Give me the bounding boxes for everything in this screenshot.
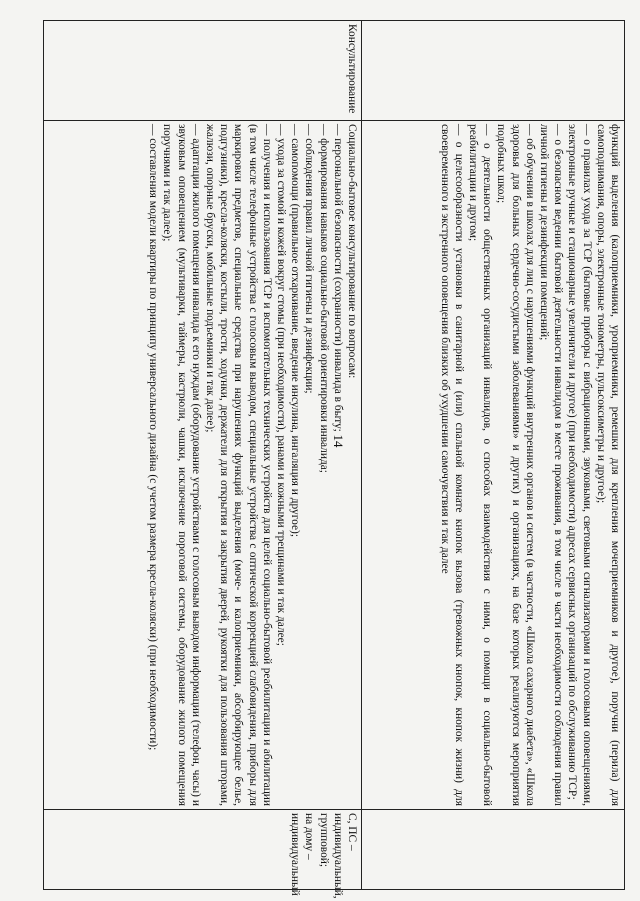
content-paragraph: — о целесообразности установки в санитарной и (или) спальной комнате кнопок вызова (тревожных кнопок, кнопок жизни) для своевременного и экстренного оповещения близких об ухудшении самочувствия и так далее [438,124,465,806]
services-table [43,20,625,899]
content-paragraph: — ухода за стомой и кожей вокруг стомы (при необходимости), ранами и кожными трещинами и так далее; [274,124,287,646]
content-paragraph: функций выделения (калоприемники, уроприемники, ремешки для крепления мочеприемников и другое), поручни (перила) для самоподнимания, опоры, электронные тонометры, пульсоксиметры и другое); [594,124,621,806]
service-content-cell [44,121,362,810]
table-row [44,21,362,890]
form-line: групповой; [317,813,330,868]
form-line: С, ПС – [346,813,358,851]
content-paragraph: — о безопасном ведении бытовой деятельности инвалидом в месте проживания, в том числе в части необходимости соблюдения правил личной гигиены и дезинфекции помещений; [537,124,565,806]
service-name-cell: Консультирование [44,21,362,121]
content-paragraph: — о деятельности общественных организаций инвалидов, о способах взаимодействия с ними, о помощи в социально-бытовой реабилитации и другом; [466,124,494,806]
form-line: индивидуальный, [331,813,344,899]
service-form-cell [44,810,362,899]
content-paragraph: — формирования навыков социально-бытовой ориентировки инвалида; [317,124,330,473]
service-content-cell [362,121,625,810]
content-paragraph: Социально-бытовое консультирование по вопросам: [346,124,358,379]
content-paragraph: — самопомощи (правильное отхаркивание, введение инсулина, ингаляция и другое); [289,124,302,537]
content-paragraph: — получения и использования ТСР и вспомогательных технических устройств для целей социально-бытовой реабилитации и абилитации (в том числе телефонные устройства с голосовым выводом, специальные устройства с оптической коррекцией слабовидения, приборы для маркировки предметов, специальные средства при нарушениях функций выделения (моче- и калоприемники, абсорбирующее белье, подгузники), кресла-коляски, костыли, трости, ходунки, держатели для открытия и закрытия дверей, рукоятки для пользования шторами, жалюзи, опорные бруски, мобильные подъемники и так далее); [203,124,273,806]
table-row [362,21,625,890]
form-line: индивидуальный [289,813,302,896]
content-paragraph: — об обучении в школах для лиц с нарушениями функций внутренних органов и систем (в частности, «Школа сахарного диабета», «Школа здоровья для больных сердечно-сосудистыми заболеваниями» и других) и организациях, на базе которых реализуются мероприятия подобных школ; [495,124,536,806]
service-form-cell [362,810,625,890]
service-name-cell [362,21,625,121]
content-paragraph: — персональной безопасности (сохранности) инвалида в быту; [331,124,344,432]
content-paragraph: — соблюдения правил личной гигиены и дезинфекции; [303,124,316,394]
page-number: 14 [331,434,346,448]
content-paragraph: — о правилах ухода за ТСР (бытовые приборы с вибрационными, звуковыми, световыми сигнализаторами и голосовыми оповещениями, электронные ручные и стационарные увеличители и другое) (при необходимости) адресах сервисных организаций по обслуживанию ТСР; [566,124,593,806]
content-paragraph: — составления модели квартиры по принципу универсального дизайна (с учетом размера кресла-коляски) (при необходимости); [147,124,160,751]
content-paragraph: — адаптации жилого помещения инвалида к его нуждам (оборудование устройствами с голосовым выводом информации (телефон, часы) и звуковым оповещением (мультиварки, таймеры, кастрюли, чашки, исключение пороговой системы, оборудование жилого помещения поручнями и так далее); [161,124,202,806]
rotated-page [50,20,625,899]
form-line: на дому – [303,813,316,860]
